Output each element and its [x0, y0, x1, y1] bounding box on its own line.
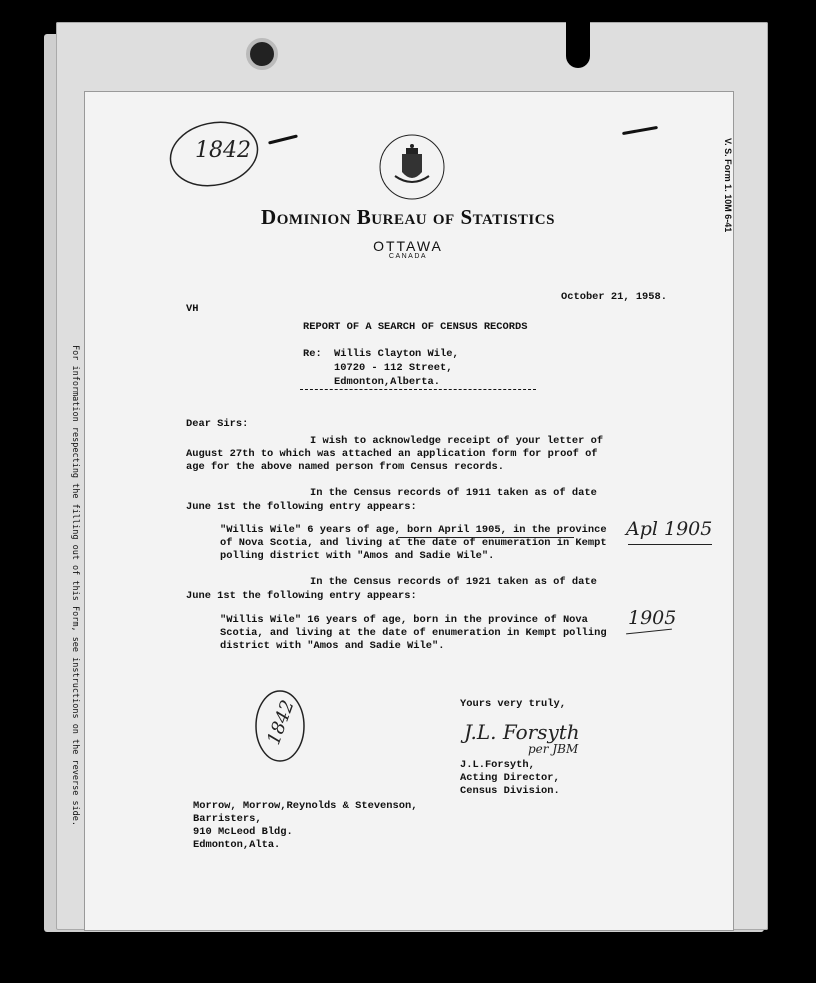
signature-per: per JBM [528, 742, 579, 756]
paragraph-line: June 1st the following entry appears: [186, 501, 417, 513]
paper-tear [566, 22, 590, 68]
census-1921-entry: district with "Amos and Sadie Wile". [220, 640, 445, 652]
paragraph-line: August 27th to which was attached an application form for proof of [186, 448, 598, 460]
file-number-bottom: 1842 [263, 697, 299, 748]
recipient-line: 910 McLeod Bldg. [193, 826, 293, 838]
census-1921-entry: "Willis Wile" 16 years of age, born in the province of Nova [220, 614, 588, 626]
re-line: Edmonton,Alberta. [334, 376, 441, 388]
form-instructions-note: For information respecting the filling out of this Form, see instructions on the reverse side. [70, 345, 80, 827]
paragraph-line: In the Census records of 1911 taken as of date [310, 487, 597, 499]
punch-hole [246, 38, 278, 70]
census-1911-entry: "Willis Wile" 6 years of age, born April 1905, in the province [220, 524, 607, 536]
report-heading: REPORT OF A SEARCH OF CENSUS RECORDS [303, 321, 528, 333]
form-code: V. S. Form 1. 10M 6-41 [723, 138, 733, 233]
recipient-line: Morrow, Morrow,Reynolds & Stevenson, [193, 800, 418, 812]
typist-initials: VH [186, 303, 199, 315]
file-number-top: 1842 [195, 138, 251, 163]
canada-crest-icon [377, 132, 447, 202]
re-label: Re: [303, 348, 322, 360]
organization-name: Dominion Bureau of Statistics [261, 205, 555, 229]
letterhead-city: OTTAWA [373, 238, 443, 254]
paragraph-line: June 1st the following entry appears: [186, 590, 417, 602]
signer-title: Acting Director, [460, 772, 560, 784]
margin-underline [628, 544, 712, 545]
re-line: 10720 - 112 Street, [334, 362, 453, 374]
separator-line [300, 389, 536, 390]
signer-name: J.L.Forsyth, [460, 759, 535, 771]
paragraph-line: In the Census records of 1921 taken as of date [310, 576, 597, 588]
recipient-line: Edmonton,Alta. [193, 839, 281, 851]
salutation: Dear Sirs: [186, 418, 249, 430]
re-line: Willis Clayton Wile, [334, 348, 459, 360]
letter-date: October 21, 1958. [561, 291, 668, 303]
census-1921-entry: Scotia, and living at the date of enumeration in Kempt polling [220, 627, 607, 639]
recipient-line: Barristers, [193, 813, 262, 825]
census-1911-entry: of Nova Scotia, and living at the date of enumeration in Kempt [220, 537, 607, 549]
signature: J.L. Forsyth [464, 720, 580, 744]
signer-division: Census Division. [460, 785, 560, 797]
paragraph-line: age for the above named person from Census records. [186, 461, 505, 473]
letterhead-country: CANADA [388, 253, 428, 260]
margin-note-1: Apl 1905 [626, 518, 713, 540]
paragraph-line: I wish to acknowledge receipt of your letter of [310, 435, 604, 447]
census-1911-entry: polling district with "Amos and Sadie Wile". [220, 550, 495, 562]
margin-note-2: 1905 [628, 607, 677, 629]
closing: Yours very truly, [460, 698, 567, 710]
underline-mark [398, 537, 574, 538]
